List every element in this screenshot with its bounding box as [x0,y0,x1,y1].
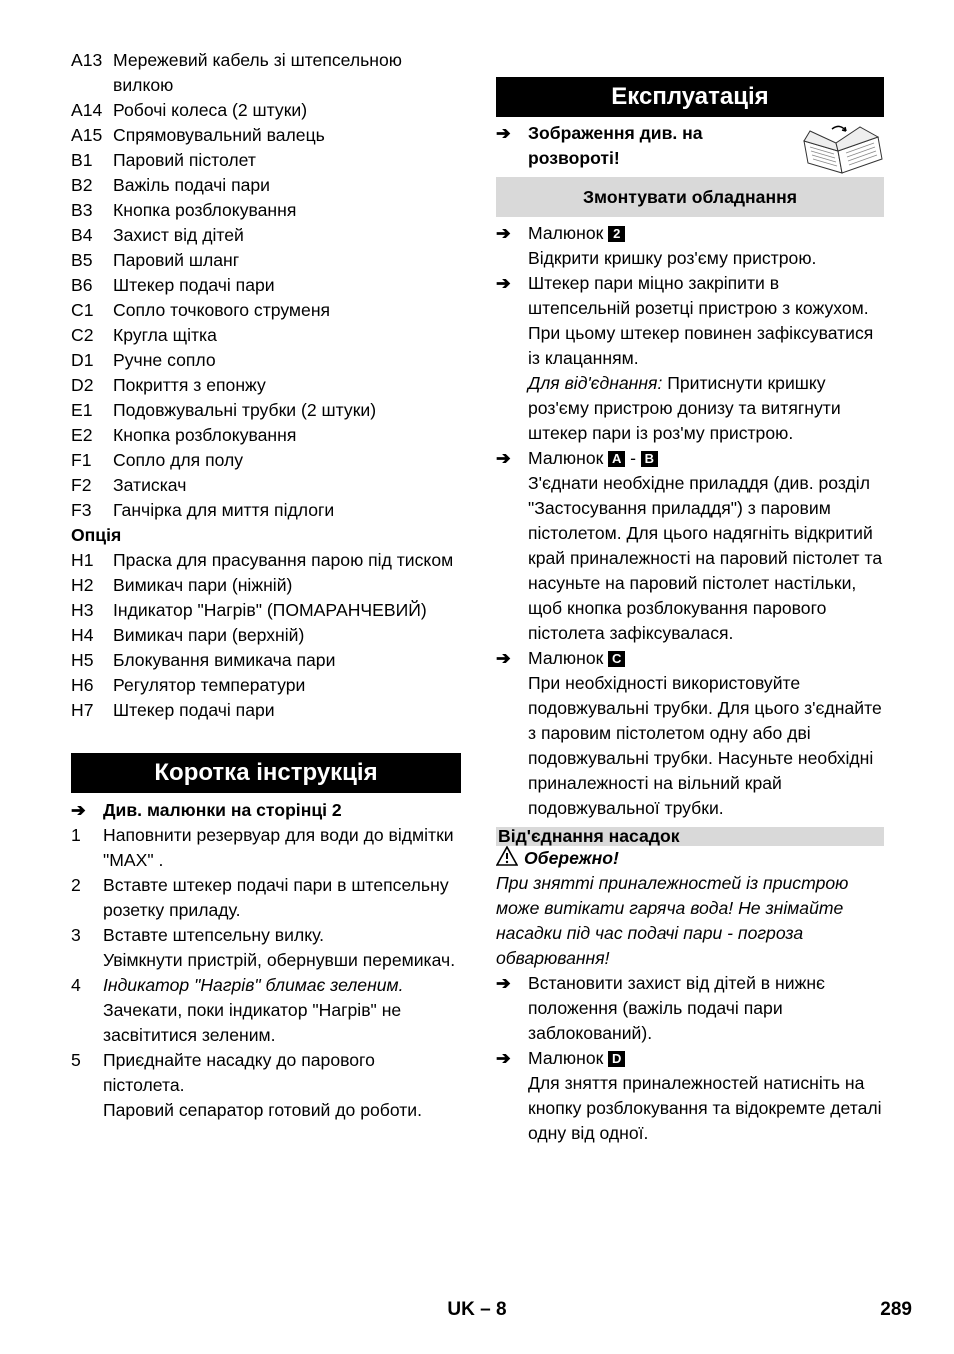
part-item [71,273,461,298]
part-code: B6 [71,275,93,295]
part-text: Регулятор температури [113,675,306,695]
part-code: E1 [71,400,93,420]
part-code: B1 [71,150,93,170]
part-item [71,298,461,323]
see-foldout [496,121,756,171]
part-item [71,198,461,223]
part-text: Сопло точкового струменя [113,300,331,320]
left-column [71,48,461,1123]
part-code: F2 [71,475,92,495]
right-column [496,77,884,1146]
figure-label: Малюнок [528,648,604,668]
warning-icon [496,846,518,866]
part-code: H6 [71,675,94,695]
arrow-right-icon: ➔ [496,448,511,468]
part-code: B5 [71,250,93,270]
part-code: A13 [71,50,103,70]
caution-label: Обережно! [524,848,619,868]
figure-label: Малюнок [528,448,604,468]
part-text: Сопло для полу [113,450,244,470]
part-text: Ганчірка для миття підлоги [113,500,335,520]
part-code: D1 [71,350,94,370]
instruction-text: Встановити захист від дітей в нижнє положення (важіль подачі пари заблокований). [528,973,826,1043]
part-item [71,223,461,248]
step-text: Приєднайте насадку до парового пістолета. [103,1050,375,1095]
instruction-text: Притиснути кришку роз'єму пристрою донизу та витягнути штекер пари із роз'му пристрою. [528,373,841,443]
step-number: 3 [71,925,81,945]
page-number: 289 [880,1299,912,1320]
arrow-right-icon: ➔ [496,973,511,993]
instruction-4 [496,646,884,821]
part-text: Кнопка розблокування [113,425,297,445]
instruction-text: При необхідності використовуйте подовжувальні трубки. Для цього з'єднайте з паровим пістолетом одну або дві подовжувальні трубки. Насуньте необхідні приналежності на вільний край подовжувальної трубки. [528,673,882,818]
figure-label: Малюнок [528,223,604,243]
part-item [71,173,461,198]
short-guide-title: Коротка інструкція [71,753,461,793]
part-text: Захист від дітей [113,225,244,245]
part-text: Покриття з епонжу [113,375,266,395]
part-text: Вимикач пари (верхній) [113,625,305,645]
step-number: 5 [71,1050,81,1070]
step-item [71,873,461,923]
caution-text: При знятті приналежностей із пристрою може витікати гаряча вода! Не знімайте насадки під час подачі пари - погроза обварювання! [496,873,849,968]
part-item [71,123,461,148]
part-text: Кругла щітка [113,325,217,345]
arrow-right-icon: ➔ [496,123,511,143]
arrow-right-icon: ➔ [71,800,86,820]
part-item [71,423,461,448]
part-code: B2 [71,175,93,195]
instruction-text: Штекер пари міцно закріпити в штепсельній розетці пристрою з кожухом. При цьому штекер повинен зафіксуватися із клацанням. [528,273,874,368]
part-code: C2 [71,325,94,345]
step-item [71,1048,461,1123]
part-code: B3 [71,200,93,220]
part-code: E2 [71,425,93,445]
step-number: 2 [71,875,81,895]
part-text: Вимикач пари (ніжній) [113,575,293,595]
step-text: Увімкнути пристрій, обернувши перемикач. [103,950,456,970]
parts-list-h [71,548,461,723]
figure-box: D [608,1051,625,1067]
instruction-text: Відкрити кришку роз'єму пристрою. [528,248,817,268]
part-item [71,623,461,648]
part-text: Затискач [113,475,187,495]
step-item [71,823,461,873]
part-code: A14 [71,100,103,120]
part-item [71,448,461,473]
figure-label: Малюнок [528,1048,604,1068]
part-code: C1 [71,300,94,320]
instruction-5 [496,971,884,1046]
part-code: H2 [71,575,94,595]
part-text: Важіль подачі пари [113,175,270,195]
part-text: Паровий шланг [113,250,240,270]
figure-box: A [608,451,625,467]
part-text: Штекер подачі пари [113,700,275,720]
detach-title: Від'єднання насадок [496,827,884,846]
part-code: B4 [71,225,93,245]
instruction-text: Для зняття приналежностей натисніть на кнопку розблокування та відокремте деталі одну від одної. [528,1073,882,1143]
part-item [71,323,461,348]
arrow-right-icon: ➔ [496,648,511,668]
arrow-right-icon: ➔ [496,223,511,243]
short-guide-steps [71,823,461,1123]
part-item [71,248,461,273]
part-text: Кнопка розблокування [113,200,297,220]
detach-label: Для від'єднання: [528,373,663,393]
operation-title: Експлуатація [496,77,884,117]
figure-box: C [608,651,625,667]
step-item [71,923,461,973]
step-text: Паровий сепаратор готовий до роботи. [103,1100,423,1120]
part-code: H1 [71,550,94,570]
page-label: UK – 8 [447,1299,507,1320]
part-text: Паровий пістолет [113,150,256,170]
parts-list-a [71,48,461,523]
figure-box: B [641,451,658,467]
step-number: 1 [71,825,81,845]
part-code: H7 [71,700,94,720]
part-code: A15 [71,125,103,145]
short-guide-ref [71,798,461,823]
see-foldout-text: Зображення див. на розвороті! [528,123,703,168]
part-code: D2 [71,375,94,395]
part-item [71,473,461,498]
part-item [71,98,461,123]
part-text: Праска для прасування парою під тиском [113,550,454,570]
figure-box: 2 [608,226,625,242]
part-item [71,548,461,573]
short-guide-ref-text: Див. малюнки на сторінці 2 [103,800,342,820]
instruction-2 [496,271,884,446]
instruction-text: З'єднати необхідне приладдя (див. розділ "Застосування приладдя") з паровим пістолетом. Для цього надягніть відкритий край приналежності на паровий пістолет та насуньте на паровий пістолет настільки, щоб кнопка розблокування парового пістолета зафіксувалася. [528,473,883,643]
part-code: H5 [71,650,94,670]
part-text: Робочі колеса (2 штуки) [113,100,308,120]
arrow-right-icon: ➔ [496,1048,511,1068]
step-text: Наповнити резервуар для води до відмітки "MAX" . [103,825,454,870]
part-item [71,398,461,423]
step-text: Вставте штекер подачі пари в штепсельну розетку приладу. [103,875,449,920]
figure-separator: - [630,448,636,468]
part-code: F3 [71,500,92,520]
part-code: F1 [71,450,92,470]
step-number: 4 [71,975,81,995]
part-item [71,673,461,698]
instruction-3 [496,446,884,646]
part-item [71,648,461,673]
part-code: H3 [71,600,94,620]
step-text: Зачекати, поки індикатор "Нагрів" не засвітитися зеленим. [103,1000,402,1045]
part-item [71,598,461,623]
part-item [71,48,461,98]
part-item [71,498,461,523]
part-item [71,373,461,398]
part-item [71,148,461,173]
part-text: Спрямовувальний валець [113,125,325,145]
part-item [71,573,461,598]
part-text: Блокування вимикача пари [113,650,336,670]
part-text: Мережевий кабель зі штепсельною вилкою [113,50,402,95]
part-item [71,698,461,723]
mount-title: Змонтувати обладнання [496,177,884,217]
part-text: Індикатор "Нагрів" (ПОМАРАНЧЕВИЙ) [113,600,427,620]
open-book-icon [802,123,884,175]
part-text: Ручне сопло [113,350,216,370]
part-text: Штекер подачі пари [113,275,275,295]
part-code: H4 [71,625,94,645]
step-item [71,973,461,1048]
step-text: Вставте штепсельну вилку. [103,925,325,945]
caution-heading [496,846,884,871]
part-text: Подовжувальні трубки (2 штуки) [113,400,377,420]
arrow-right-icon: ➔ [496,273,511,293]
option-heading: Опція [71,525,122,545]
instruction-1 [496,221,884,271]
instruction-6 [496,1046,884,1146]
part-item [71,348,461,373]
step-italic-text: Індикатор "Нагрів" блимає зеленим. [103,975,404,995]
